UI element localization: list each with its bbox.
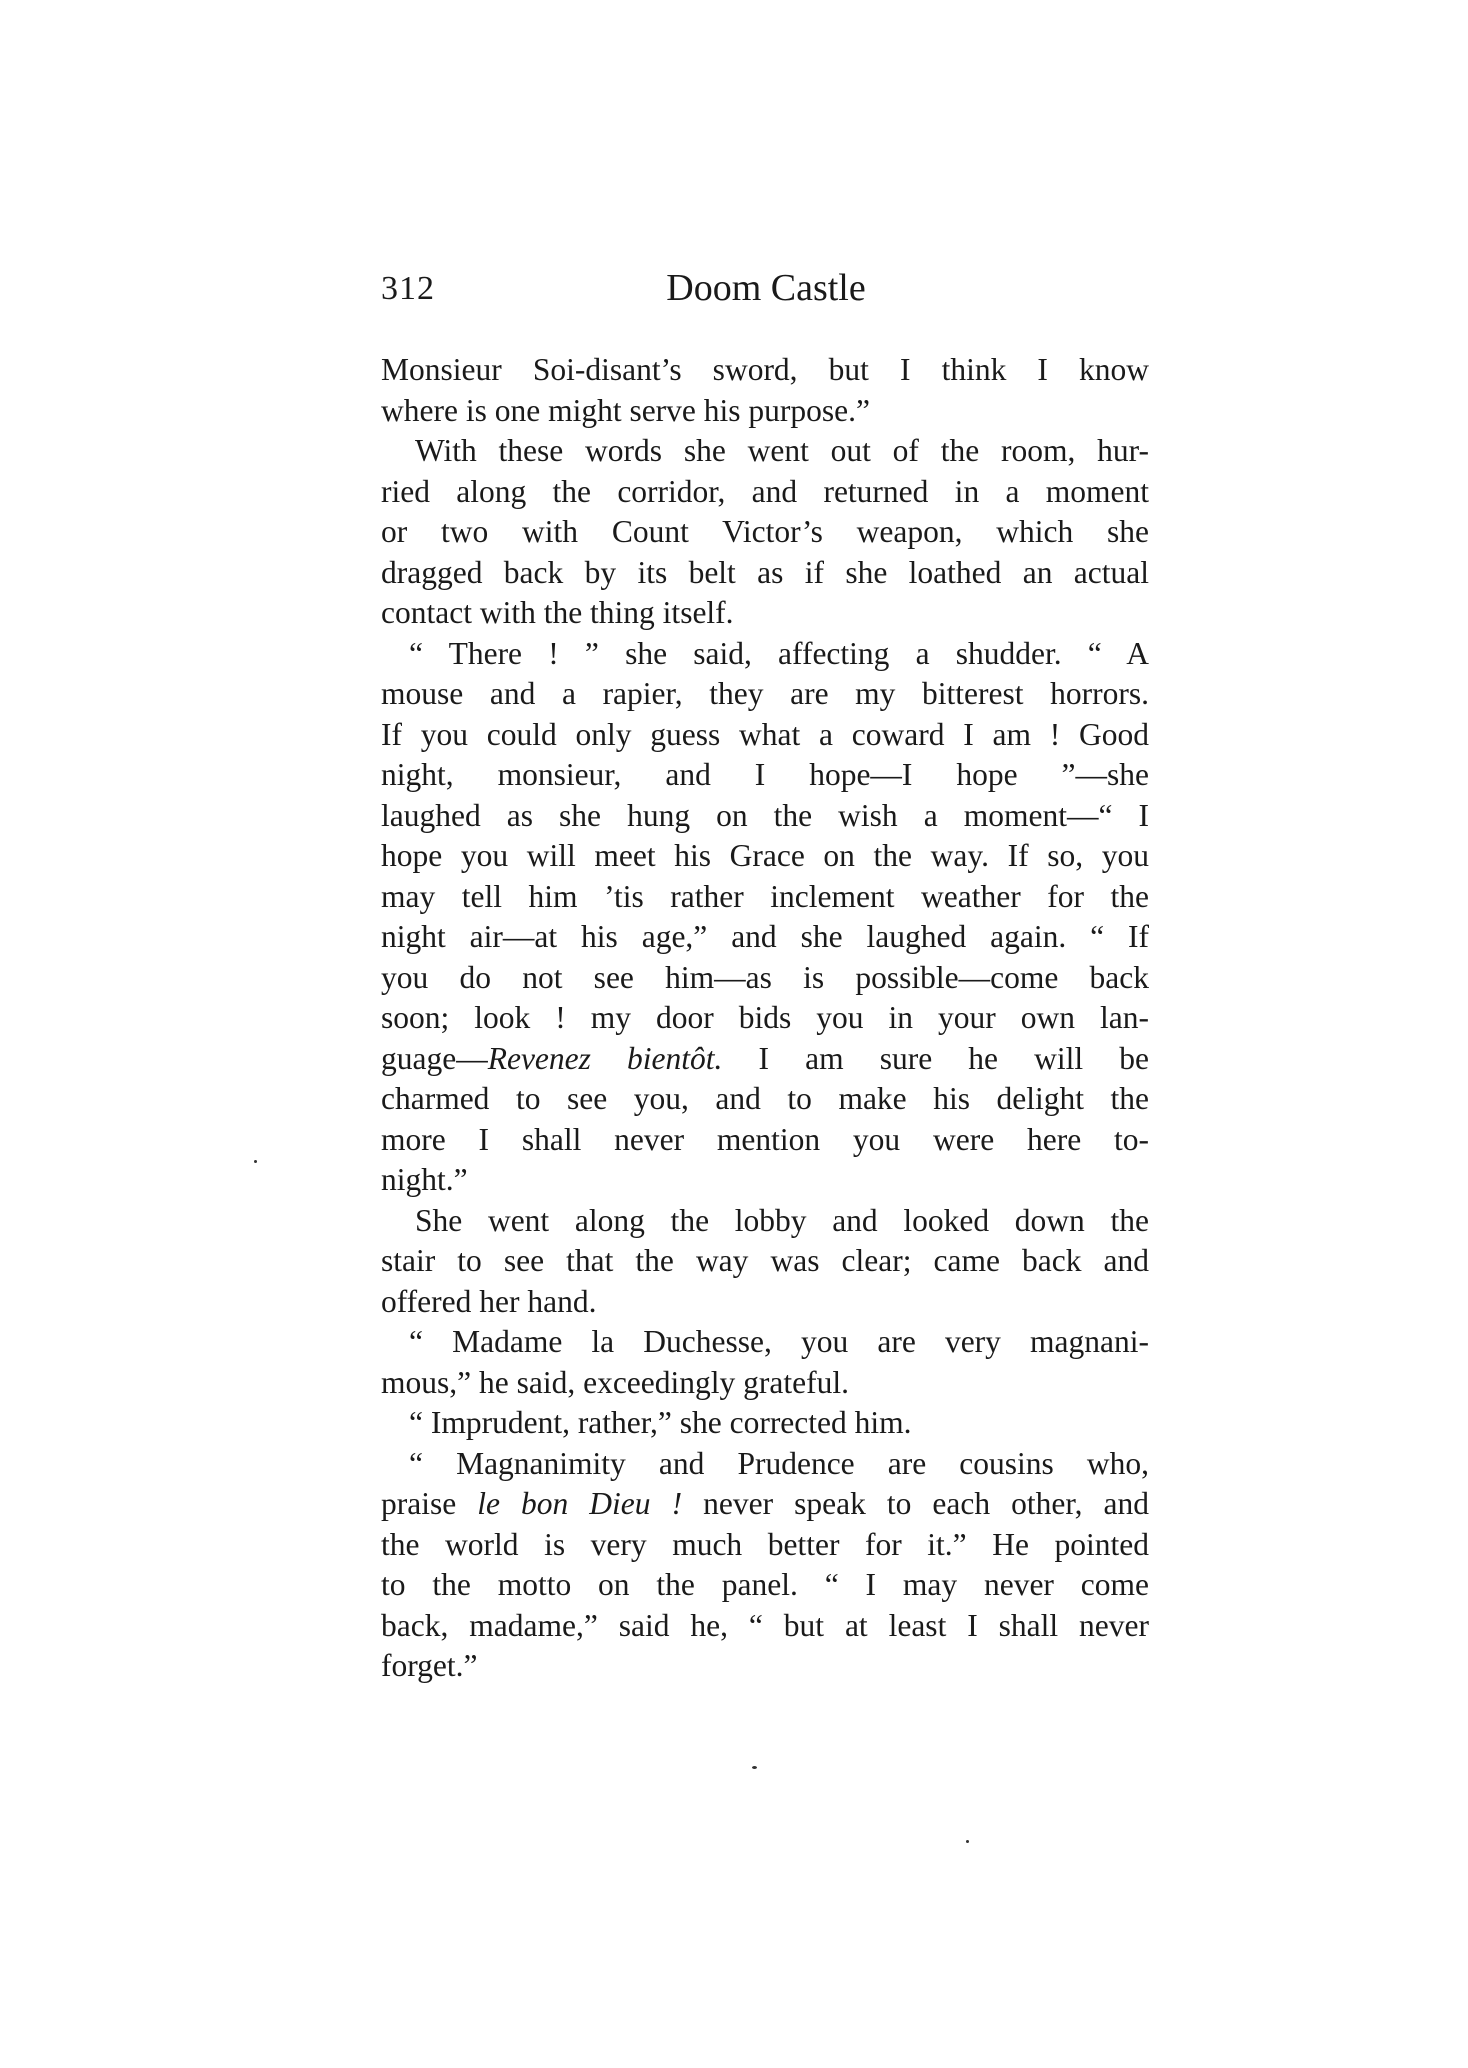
text-line: “ Madame la Duchesse, you are very magnani- — [409, 1324, 1149, 1359]
text-fragment: I am sure he will be — [722, 1040, 1149, 1076]
text-line: “ Magnanimity and Prudence are cousins who, — [409, 1445, 1149, 1481]
text-line: back, madame,” said he, “ but at least I shall never — [381, 1607, 1149, 1643]
text-fragment: guage— — [381, 1040, 488, 1076]
scan-speck — [752, 1766, 757, 1769]
text-line: She went along the lobby and looked down the — [415, 1202, 1149, 1238]
running-title: Doom Castle — [666, 267, 866, 309]
page-number: 312 — [381, 270, 435, 307]
text-line: dragged back by its belt as if she loathed an actual — [381, 554, 1149, 590]
text-line-italic — [381, 1484, 1149, 1525]
text-line: hope you will meet his Grace on the way. If so, you — [381, 838, 1149, 873]
text-line: “ There ! ” she said, affecting a shudder. “ A — [409, 635, 1149, 671]
text-line: Monsieur Soi-disant’s sword, but I think I know — [381, 352, 1149, 387]
scan-speck — [254, 1160, 257, 1163]
text-line: night air—at his age,” and she laughed again. “ If — [381, 919, 1149, 954]
text-line: may tell him ’tis rather inclement weather for the — [381, 878, 1149, 914]
text-fragment: praise — [381, 1486, 478, 1521]
text-line: you do not see him—as is possible—come back — [381, 959, 1149, 995]
running-head — [381, 266, 1151, 316]
text-line: or two with Count Victor’s weapon, which she — [381, 514, 1149, 549]
text-line: charmed to see you, and to make his delight the — [381, 1081, 1149, 1116]
text-line: night, monsieur, and I hope—I hope ”—she — [381, 757, 1149, 792]
text-line: mous,” he said, exceedingly grateful. — [381, 1364, 849, 1400]
body-text — [381, 350, 1149, 1687]
text-line: mouse and a rapier, they are my bitterest horrors. — [381, 676, 1149, 711]
text-line: “ Imprudent, rather,” she corrected him. — [409, 1405, 912, 1440]
text-line: stair to see that the way was clear; came back and — [381, 1243, 1149, 1278]
text-line: If you could only guess what a coward I am ! Good — [381, 716, 1149, 752]
scan-speck — [966, 1840, 969, 1843]
text-line: contact with the thing itself. — [381, 595, 734, 630]
text-line: where is one might serve his purpose.” — [381, 392, 871, 428]
text-line: With these words she went out of the room, hur- — [415, 433, 1149, 468]
text-line-italic — [381, 1039, 1149, 1080]
text-line: to the motto on the panel. “ I may never come — [381, 1567, 1149, 1602]
text-line: soon; look ! my door bids you in your own lan- — [381, 1000, 1149, 1035]
text-fragment: never speak to each other, and — [682, 1486, 1149, 1521]
text-line: more I shall never mention you were here to- — [381, 1121, 1149, 1157]
text-line: laughed as she hung on the wish a moment—“ I — [381, 797, 1149, 833]
text-line: forget.” — [381, 1648, 478, 1683]
text-line: ried along the corridor, and returned in a moment — [381, 473, 1149, 509]
italic-phrase: Revenez bientôt. — [487, 1040, 723, 1076]
text-line: night.” — [381, 1162, 468, 1197]
text-line: the world is very much better for it.” He pointed — [381, 1526, 1149, 1562]
text-line: offered her hand. — [381, 1283, 597, 1319]
italic-phrase: le bon Dieu ! — [477, 1486, 683, 1521]
